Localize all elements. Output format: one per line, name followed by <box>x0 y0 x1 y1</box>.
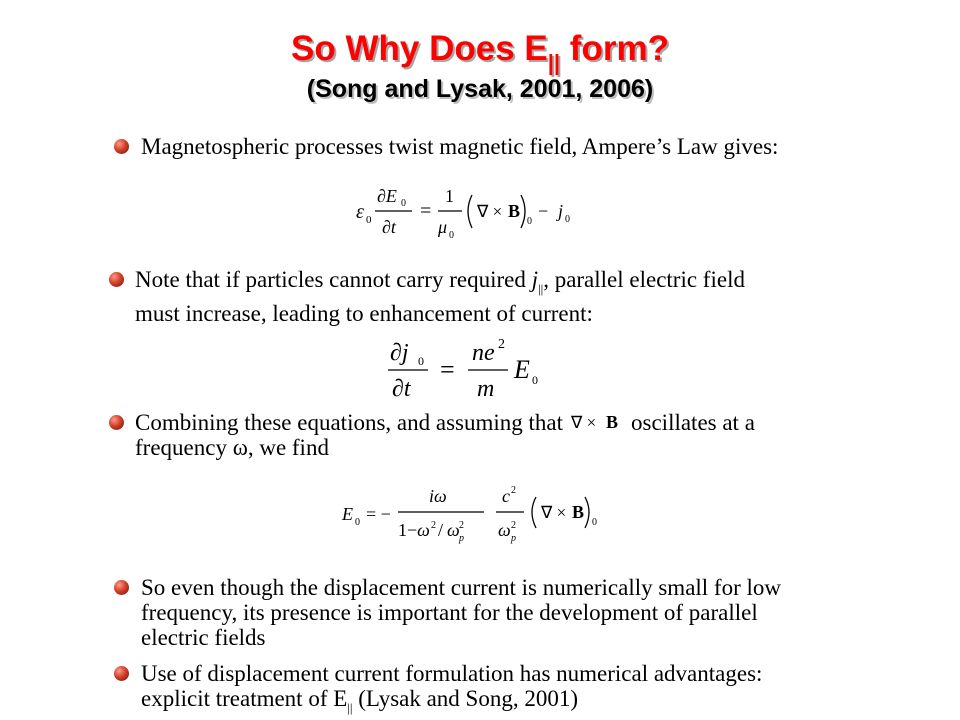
svg-text:p: p <box>459 533 464 544</box>
equation-efield <box>338 480 620 548</box>
curl-b-symbol <box>569 411 627 433</box>
text-run: electric fields <box>141 625 266 650</box>
svg-text:2: 2 <box>498 337 505 352</box>
svg-text:0: 0 <box>449 230 454 241</box>
svg-text:∂t: ∂t <box>392 376 411 402</box>
svg-text:p: p <box>511 533 516 544</box>
current-symbol: j <box>531 267 538 292</box>
svg-text:∂j: ∂j <box>390 340 409 366</box>
svg-text:c: c <box>502 486 510 506</box>
text-run: , parallel electric field <box>543 267 745 292</box>
text-run: oscillates at a <box>631 410 755 435</box>
svg-text:=: = <box>420 200 432 222</box>
svg-text:/: / <box>438 520 444 540</box>
svg-text:0: 0 <box>532 373 538 387</box>
svg-text:E: E <box>342 504 353 524</box>
svg-text:0: 0 <box>527 216 532 227</box>
bullet-text-combining <box>135 410 755 460</box>
equation-current <box>384 330 574 402</box>
bullet-icon <box>114 580 129 595</box>
text-run: Use of displacement current formulation has numerical advantages: <box>141 661 763 686</box>
parallel-subscript: || <box>347 700 353 715</box>
text-run: Combining these equations, and assuming that <box>135 410 564 435</box>
svg-text:iω: iω <box>429 486 447 506</box>
svg-text:m: m <box>477 376 495 402</box>
bullet-text-ampere: Magnetospheric processes twist magnetic field, Ampere’s Law gives: <box>141 134 779 159</box>
bullet-icon <box>109 415 124 430</box>
bullet-text-displacement <box>141 575 781 650</box>
svg-text:2: 2 <box>431 520 436 531</box>
equation-ampere <box>350 178 590 242</box>
text-run: frequency ω, we find <box>135 435 329 460</box>
svg-text:= −: = − <box>366 504 391 524</box>
text-run: must increase, leading to enhancement of current: <box>135 301 593 326</box>
svg-text:B: B <box>572 502 585 522</box>
title-text-end: form? <box>560 29 669 68</box>
svg-text:B: B <box>606 412 619 432</box>
slide-subtitle: (Song and Lysak, 2001, 2006) <box>306 75 654 103</box>
svg-text:∂t: ∂t <box>382 217 396 237</box>
svg-text:μ: μ <box>438 217 448 237</box>
bullet-text-current <box>135 267 745 326</box>
svg-text:∇ ×: ∇ × <box>571 413 597 432</box>
svg-text:E: E <box>514 355 530 384</box>
svg-text:2: 2 <box>511 520 516 531</box>
svg-text:ε: ε <box>356 201 364 223</box>
svg-text:∇ ×: ∇ × <box>541 503 567 522</box>
text-run: (Lysak and Song, 2001) <box>352 686 579 711</box>
svg-text:0: 0 <box>366 214 372 226</box>
svg-text:−: − <box>538 201 549 221</box>
text-run: explicit treatment of E <box>141 686 348 711</box>
text-run: So even though the displacement current is numerically small for low <box>141 575 782 600</box>
svg-text:1−ω: 1−ω <box>398 520 430 540</box>
svg-text:=: = <box>440 355 455 384</box>
svg-text:ω: ω <box>447 520 460 540</box>
svg-text:0: 0 <box>355 517 360 528</box>
svg-text:0: 0 <box>401 198 406 209</box>
bullet-icon <box>114 139 129 154</box>
svg-text:0: 0 <box>592 517 597 528</box>
svg-text:j: j <box>558 201 564 221</box>
bullet-text-numerical <box>141 661 762 720</box>
svg-text:∇ ×: ∇ × <box>477 202 503 221</box>
title-text: So Why Does E <box>291 29 548 68</box>
svg-text:2: 2 <box>459 520 464 531</box>
text-run: frequency, its presence is important for the development of parallel <box>141 600 758 625</box>
bullet-icon <box>114 666 129 681</box>
svg-text:0: 0 <box>418 354 424 368</box>
bullet-icon <box>109 272 124 287</box>
text-run: Note that if particles cannot carry required <box>135 267 532 292</box>
svg-text:∂E: ∂E <box>377 186 397 206</box>
title-subscript: || <box>547 50 561 75</box>
svg-text:B: B <box>508 201 521 221</box>
svg-text:2: 2 <box>511 485 516 496</box>
svg-text:ne: ne <box>472 340 495 366</box>
svg-text:1: 1 <box>445 186 454 206</box>
svg-text:ω: ω <box>498 520 511 540</box>
svg-text:0: 0 <box>565 214 570 225</box>
parallel-subscript: || <box>537 281 544 296</box>
